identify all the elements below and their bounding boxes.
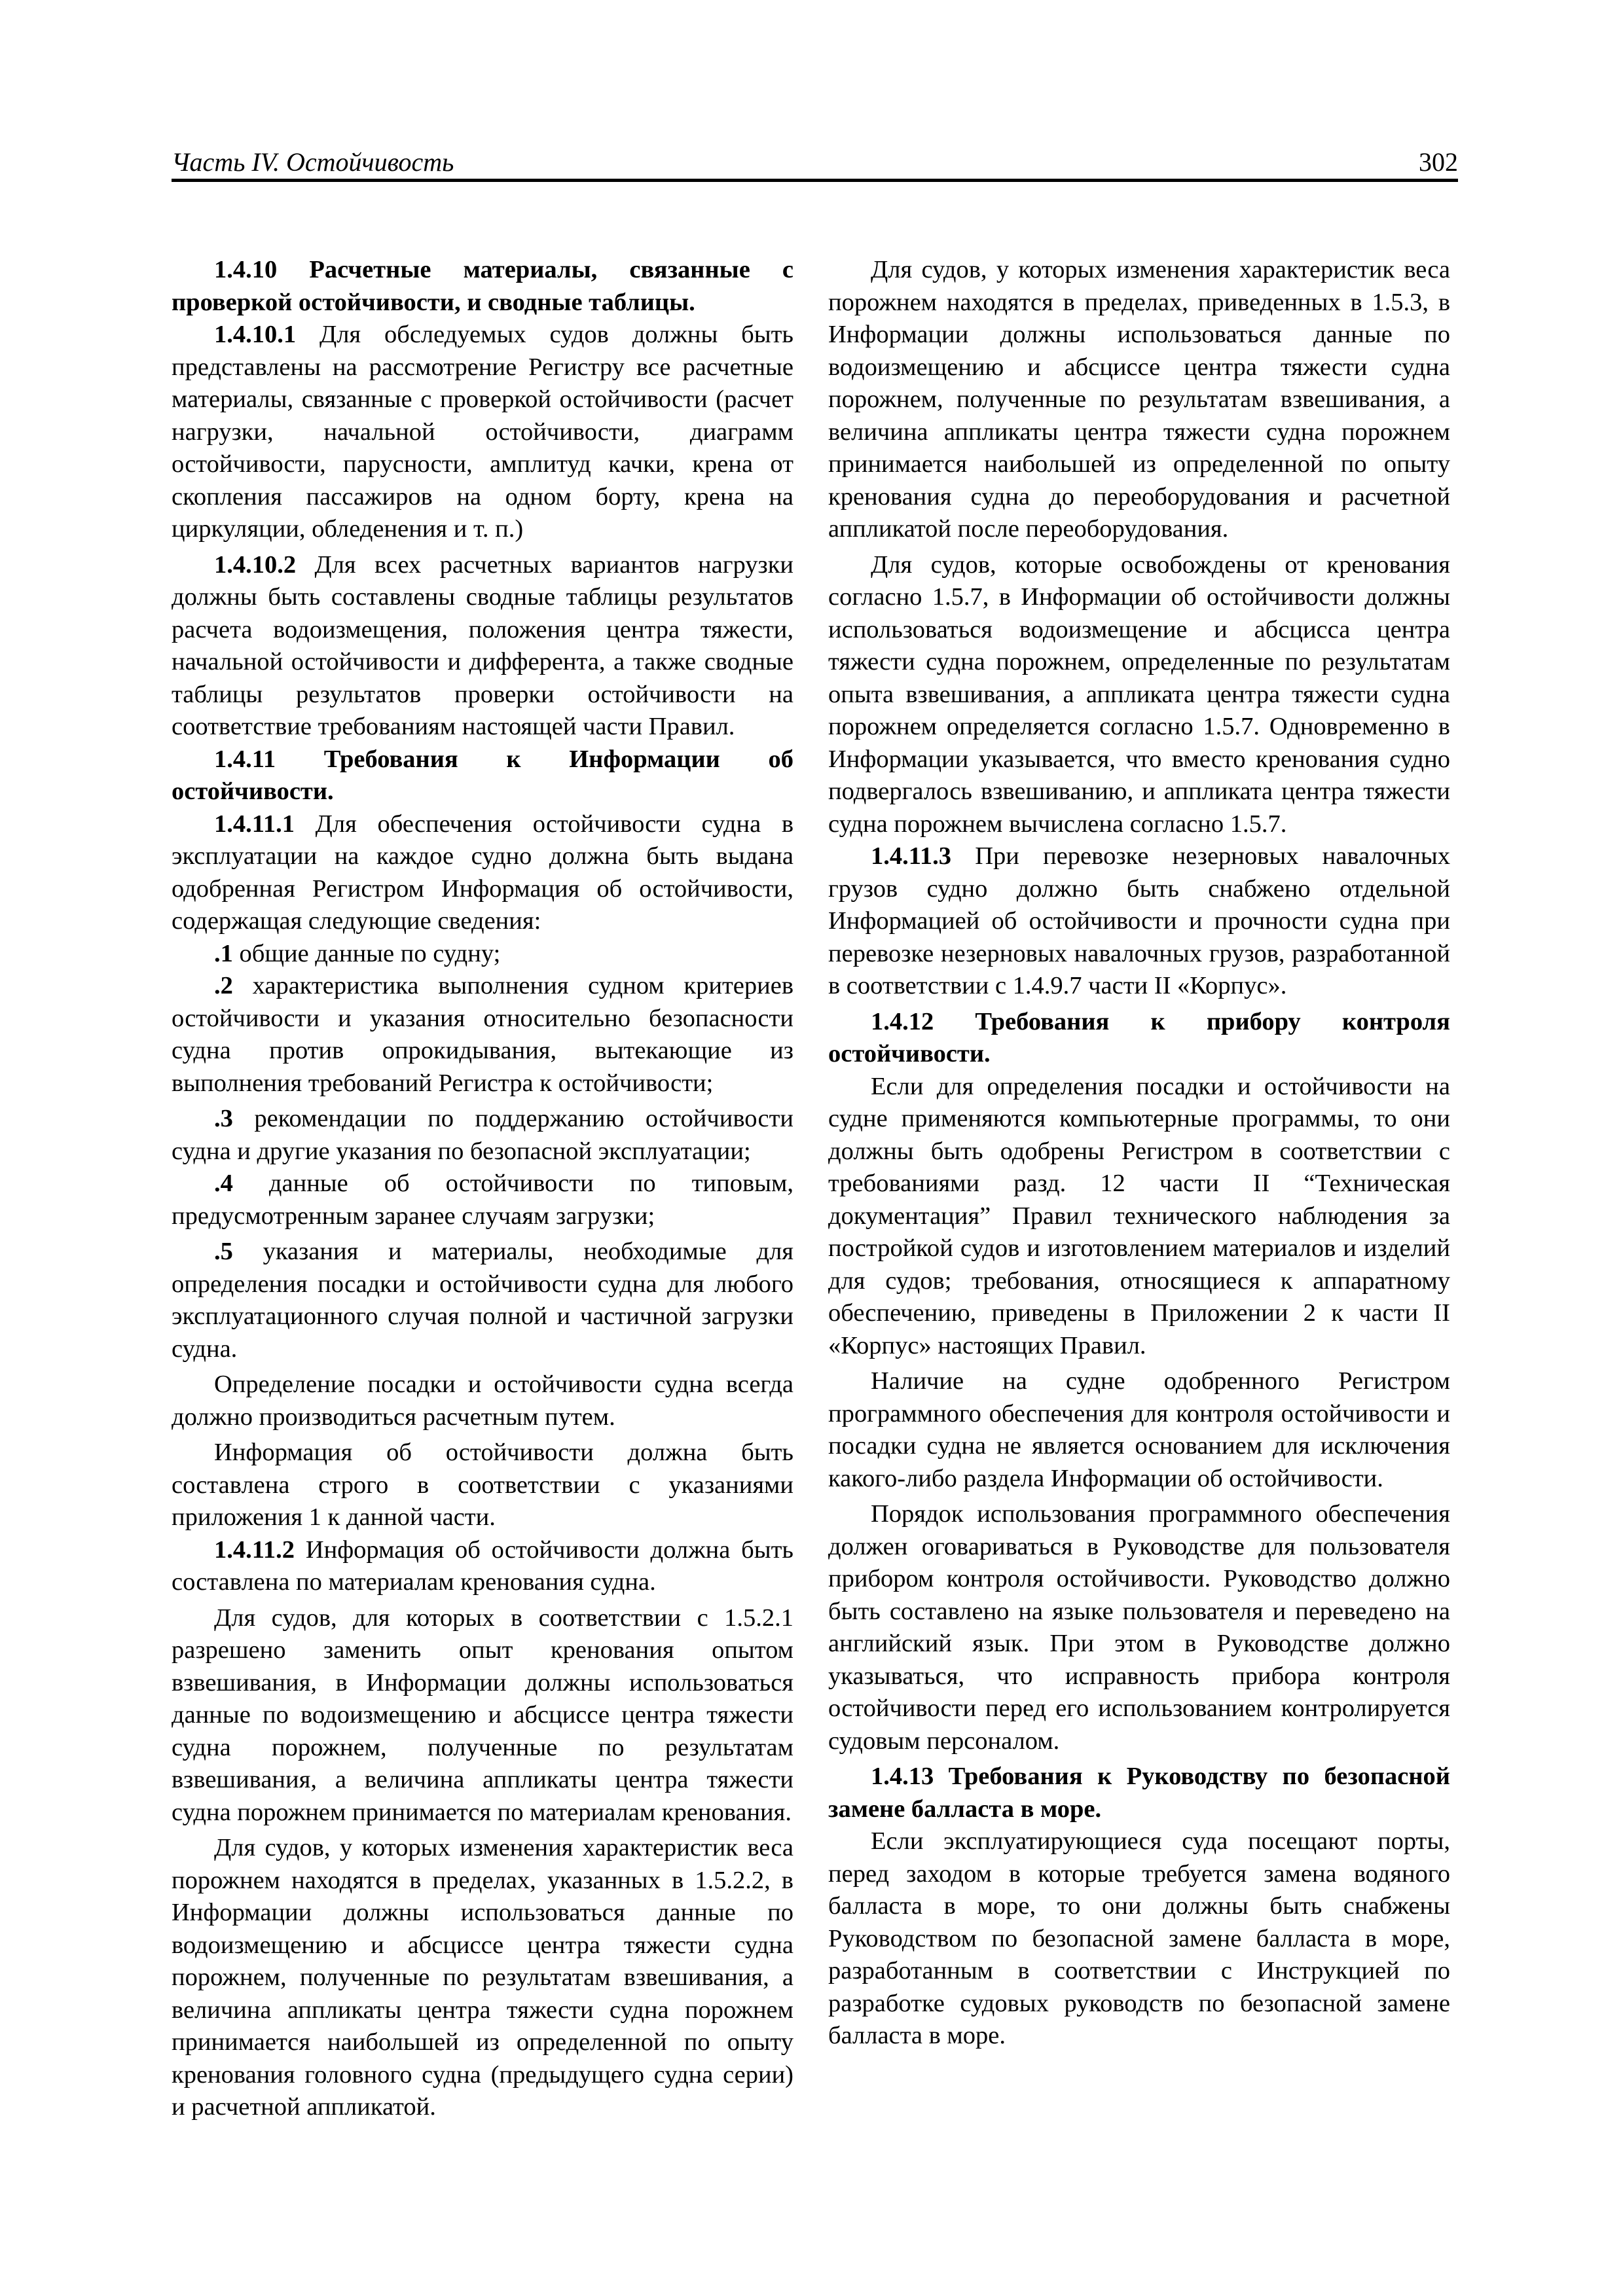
page-number: 302 [1419,147,1458,177]
list-item-number: .2 [214,972,233,999]
paragraph-user-manual: Порядок использования программного обеспечения должен оговариваться в Руководстве для пользователя прибором контроля остойчивости. Руководство должно быть составлено на языке пользователя и переведено на английский язык. При этом в Руководстве должно указываться, что исправность прибора контроля остойчивости перед его использованием контролируется судовым персоналом. [828,1500,1450,1755]
running-title: Часть IV. Остойчивость [172,147,454,177]
paragraph-1-4-10-2 [172,549,793,744]
list-item-number: .4 [214,1170,233,1197]
list-item-5 [172,1236,793,1365]
paragraph-1-4-11-1 [172,808,793,938]
clause-number: 1.4.11.2 [214,1535,295,1564]
paragraph-text: Для обеспечения остойчивости судна в эксплуатации на каждое судно должна быть выдана одобренная Регистром Информация об остойчивости, содержащая следующие сведения: [172,810,793,935]
list-item-2 [172,970,793,1100]
paragraph-1-4-11-2 [172,1534,793,1599]
paragraph-exempt-1-5-7: Для судов, которые освобождены от кренования согласно 1.5.7, в Информации об остойчивости должны использоваться водоизмещение и абсцисса центра тяжести судна порожнем, определенные по результатам опыта взвешивания, а аппликата центра тяжести судна порожнем определяется согласно 1.5.7. Одновременно в Информации указывается, что вместо кренования судно подвергалось взвешиванию, и аппликата центра тяжести судна порожнем вычислена согласно 1.5.7. [828,550,1450,838]
left-column [172,254,793,2124]
paragraph-1-4-10-1 [172,319,793,546]
list-item-text: характеристика выполнения судном критериев остойчивости и указания относительно безопасности судна против опрокидывания, вытекающие из выполнения требований Регистра к остойчивости; [172,972,793,1097]
paragraph-software-onboard: Наличие на судне одобренного Регистром программного обеспечения для контроля остойчивости и посадки судна не является основанием для исключения какого-либо раздела Информации об остойчивости. [828,1367,1450,1492]
paragraph-text: При перевозке незерновых навалочных грузов судно должно быть снабжено отдельной Информацией об остойчивости и прочности судна при перевозке незерновых навалочных грузов, разработанной в соответствии с 1.4.9.7 части II «Корпус». [828,842,1450,999]
paragraph-text: Информация об остойчивости должна быть составлена по материалам кренования судна. [172,1535,793,1596]
list-item-3 [172,1103,793,1168]
paragraph-text: Для всех расчетных вариантов нагрузки должны быть составлены сводные таблицы результатов расчета водоизмещения, положения центра тяжести, начальной остойчивости и дифферента, а также сводные таблицы результатов проверки остойчивости на соответствие требованиям настоящей части Правил. [172,550,793,740]
list-item-1 [172,938,793,971]
section-heading-1-4-10: 1.4.10 Расчетные материалы, связанные с проверкой остойчивости, и сводные таблицы. [172,256,793,316]
section-heading-1-4-11: 1.4.11 Требования к Информации об остойчивости. [172,745,793,805]
list-item-4 [172,1168,793,1232]
list-item-number: .3 [214,1105,233,1132]
right-column [828,254,1450,2053]
paragraph-software-approval: Если для определения посадки и остойчивости на судне применяются компьютерные программы, то они должны быть одобрены Регистром в соответствии с требованиями разд. 12 части II “Техническая документация” Правил технического наблюдения за постройкой судов и изготовлением материалов и изделий для судов; требования, относящиеся к аппаратному обеспечению, приведены в Приложении 2 к части II «Корпус» настоящих Правил. [828,1072,1450,1359]
section-heading-1-4-12: 1.4.12 Требования к прибору контроля остойчивости. [828,1007,1450,1067]
paragraph-appendix-note: Информация об остойчивости должна быть составлена строго в соответствии с указаниями приложения 1 к данной части. [172,1439,793,1531]
paragraph-ballast-exchange: Если эксплуатирующиеся суда посещают порты, перед заходом в которые требуется замена водяного балласта в море, то они должны быть снабжены Руководством по безопасной замене балласта в море, разработанным в соответствии с Инструкцией по разработке судовых руководств по безопасной замене балласта в море. [828,1827,1450,2049]
clause-number: 1.4.10.1 [214,321,297,348]
list-item-text: общие данные по судну; [232,939,501,967]
section-heading-1-4-13: 1.4.13 Требования к Руководству по безопасной замене балласта в море. [828,1763,1450,1823]
list-item-text: указания и материалы, необходимые для определения посадки и остойчивости судна для любого эксплуатационного случая полной и частичной загрузки судна. [172,1238,793,1363]
paragraph-weighing-1-5-2-1: Для судов, для которых в соответствии с 1.5.2.1 разрешено заменить опыт кренования опытом взвешивания, в Информации должны использоваться данные по водоизмещению и абсциссе центра тяжести судна порожнем, полученные по результатам взвешивания, а величина аппликаты центра тяжести судна порожнем принимается по материалам кренования. [172,1604,793,1826]
paragraph-calculation-note: Определение посадки и остойчивости судна всегда должно производиться расчетным путем. [172,1371,793,1431]
paragraph-1-4-11-3 [828,840,1450,1003]
clause-number: 1.4.11.3 [871,842,952,870]
clause-number: 1.4.11.1 [214,810,295,838]
paragraph-text: Для обследуемых судов должны быть представлены на рассмотрение Регистру все расчетные материалы, связанные с проверкой остойчивости (расчет нагрузки, начальной остойчивости, диаграмм остойчивости, парусности, амплитуд качки, крена от скопления пассажиров на одном борту, крена на циркуляции, обледенения и т. п.) [172,321,793,543]
list-item-number: .1 [214,939,233,967]
page-header [172,141,1458,182]
list-item-number: .5 [214,1238,233,1265]
list-item-text: данные об остойчивости по типовым, предусмотренным заранее случаям загрузки; [172,1170,793,1230]
list-item-text: рекомендации по поддержанию остойчивости судна и другие указания по безопасной эксплуатации; [172,1105,793,1165]
paragraph-weighing-1-5-3: Для судов, у которых изменения характеристик веса порожнем находятся в пределах, приведенных в 1.5.3, в Информации должны использоваться данные по водоизмещению и абсциссе центра тяжести судна порожнем, полученные по результатам взвешивания, а величина аппликаты центра тяжести судна порожнем принимается наибольшей из определенной по опыту кренования судна до переоборудования и расчетной аппликатой после переоборудования. [828,256,1450,543]
clause-number: 1.4.10.2 [214,550,297,579]
paragraph-weighing-1-5-2-2: Для судов, у которых изменения характеристик веса порожнем находятся в пределах, указанных в 1.5.2.2, в Информации должны использоваться данные по водоизмещению и абсциссе центра тяжести судна порожнем, полученные по результатам взвешивания, а величина аппликаты центра тяжести судна порожнем принимается наибольшей из определенной по опыту кренования головного судна (предыдущего судна серии) и расчетной аппликатой. [172,1834,793,2121]
